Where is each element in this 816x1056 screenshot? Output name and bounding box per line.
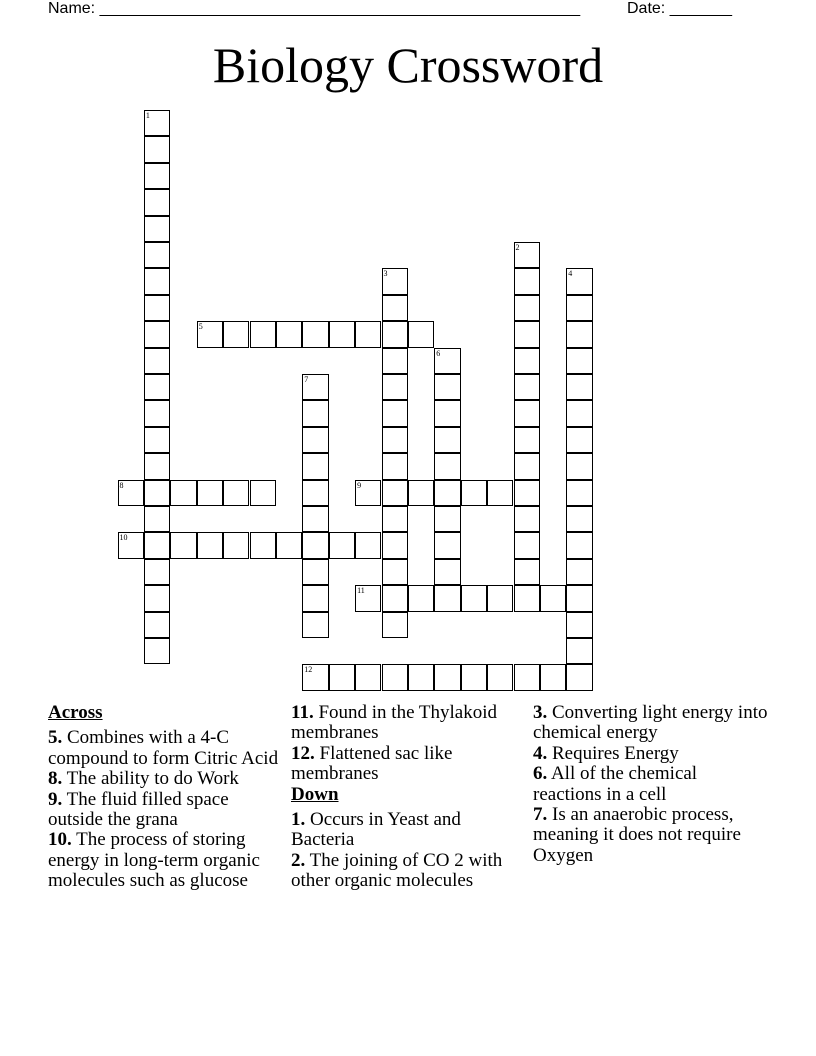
- crossword-cell[interactable]: [566, 400, 592, 426]
- crossword-cell[interactable]: [276, 532, 302, 558]
- crossword-cell[interactable]: [144, 400, 170, 426]
- crossword-cell[interactable]: [197, 321, 223, 347]
- page-title: Biology Crossword: [212, 37, 604, 93]
- crossword-cell[interactable]: [144, 163, 170, 189]
- clue-number-label: 7: [304, 375, 309, 384]
- crossword-cell[interactable]: [223, 321, 249, 347]
- crossword-cell[interactable]: [144, 268, 170, 294]
- crossword-cell[interactable]: [514, 268, 540, 294]
- crossword-cell[interactable]: [434, 585, 460, 611]
- crossword-cell[interactable]: [434, 480, 460, 506]
- clue-number: 9.: [48, 788, 63, 810]
- crossword-cell[interactable]: [487, 585, 513, 611]
- crossword-cell[interactable]: [302, 612, 328, 638]
- clue-number: 6.: [533, 763, 548, 785]
- crossword-cell[interactable]: [566, 374, 592, 400]
- clue-number: 11.: [291, 702, 314, 723]
- clue-text: Combines with a 4-C compound to form Citric Acid: [48, 727, 279, 769]
- crossword-cell[interactable]: [223, 480, 249, 506]
- clue-text: The fluid filled space outside the grana: [48, 788, 229, 831]
- clue-section-heading: Across: [48, 702, 103, 723]
- crossword-cell[interactable]: [170, 480, 196, 506]
- crossword-cell[interactable]: [382, 559, 408, 585]
- crossword-cell[interactable]: [566, 321, 592, 347]
- crossword-cell[interactable]: [144, 612, 170, 638]
- crossword-cell[interactable]: [566, 664, 592, 690]
- clue-number-label: 4: [568, 269, 573, 279]
- crossword-cell[interactable]: [382, 427, 408, 453]
- crossword-cell[interactable]: [355, 585, 381, 611]
- crossword-cell[interactable]: [144, 321, 170, 347]
- crossword-cell[interactable]: [250, 532, 276, 558]
- crossword-cell[interactable]: [514, 400, 540, 426]
- crossword-cell[interactable]: [144, 585, 170, 611]
- clue-number: 7.: [533, 804, 548, 826]
- crossword-cell[interactable]: [144, 136, 170, 162]
- clue-text: Requires Energy: [552, 742, 679, 764]
- crossword-cell[interactable]: [144, 242, 170, 268]
- clues-column-3: [533, 703, 768, 866]
- crossword-cell[interactable]: [197, 480, 223, 506]
- crossword-cell[interactable]: [118, 480, 144, 506]
- crossword-cell[interactable]: [434, 664, 460, 690]
- clue-text: All of the chemical reactions in a cell: [533, 763, 698, 805]
- clue-item: [291, 703, 526, 744]
- crossword-cell[interactable]: [514, 295, 540, 321]
- clue-item: [533, 703, 768, 744]
- crossword-cell[interactable]: [302, 427, 328, 453]
- crossword-cell[interactable]: [434, 559, 460, 585]
- clue-number: 5.: [48, 727, 63, 749]
- clue-number: 2.: [291, 849, 306, 871]
- clue-item: [48, 769, 283, 789]
- crossword-cell[interactable]: [514, 559, 540, 585]
- clue-section-heading: Down: [291, 783, 339, 805]
- crossword-cell[interactable]: [514, 664, 540, 690]
- crossword-cell[interactable]: [408, 585, 434, 611]
- crossword-cell[interactable]: [144, 638, 170, 664]
- crossword-cell[interactable]: [514, 427, 540, 453]
- crossword-cell[interactable]: [487, 664, 513, 690]
- clue-item: [533, 744, 768, 764]
- clue-item: [291, 851, 526, 892]
- crossword-cell[interactable]: [144, 532, 170, 558]
- crossword-cell[interactable]: [461, 480, 487, 506]
- crossword-cell[interactable]: [566, 480, 592, 506]
- crossword-cell[interactable]: [144, 480, 170, 506]
- crossword-cell[interactable]: [144, 453, 170, 479]
- clue-number-label: 5: [198, 322, 203, 332]
- crossword-cell[interactable]: [566, 268, 592, 294]
- clue-item: [533, 805, 768, 866]
- crossword-cell[interactable]: [434, 427, 460, 453]
- date-field-label: Date: _______: [627, 0, 732, 17]
- crossword-cell[interactable]: [434, 374, 460, 400]
- clue-number-label: 3: [383, 269, 388, 279]
- crossword-cell[interactable]: [276, 321, 302, 347]
- crossword-cell[interactable]: [250, 480, 276, 506]
- crossword-cell[interactable]: [514, 453, 540, 479]
- crossword-cell[interactable]: [355, 532, 381, 558]
- crossword-cell[interactable]: [566, 453, 592, 479]
- crossword-cell[interactable]: [250, 321, 276, 347]
- crossword-cell[interactable]: [302, 559, 328, 585]
- clue-text: Converting light energy into chemical energy: [533, 702, 768, 744]
- crossword-cell[interactable]: [434, 532, 460, 558]
- crossword-cell[interactable]: [382, 612, 408, 638]
- crossword-cell[interactable]: [566, 612, 592, 638]
- crossword-cell[interactable]: [144, 295, 170, 321]
- name-field-label: Name: ______________________________________________________: [48, 0, 581, 17]
- clue-number-label: 9: [357, 480, 362, 490]
- crossword-cell[interactable]: [144, 189, 170, 215]
- crossword-cell[interactable]: [408, 480, 434, 506]
- clue-item: [48, 830, 283, 891]
- crossword-cell[interactable]: [302, 532, 328, 558]
- crossword-cell[interactable]: [170, 532, 196, 558]
- crossword-cell[interactable]: [302, 453, 328, 479]
- clue-number: 3.: [533, 702, 548, 723]
- crossword-cell[interactable]: [118, 532, 144, 558]
- clue-item: [48, 728, 283, 769]
- crossword-cell[interactable]: [408, 321, 434, 347]
- crossword-cell[interactable]: [382, 453, 408, 479]
- clue-text: Is an anaerobic process, meaning it does not require Oxygen: [533, 804, 741, 866]
- crossword-cell[interactable]: [144, 506, 170, 532]
- crossword-cell[interactable]: [382, 268, 408, 294]
- crossword-cell[interactable]: [302, 374, 328, 400]
- clue-number-label: 1: [145, 111, 150, 120]
- crossword-cell[interactable]: [382, 480, 408, 506]
- clue-number-label: 10: [119, 533, 128, 543]
- crossword-cell[interactable]: [514, 532, 540, 558]
- clue-text: Flattened sac like membranes: [291, 742, 453, 785]
- clue-text: The ability to do Work: [66, 768, 239, 790]
- crossword-cell[interactable]: [540, 585, 566, 611]
- clue-number-label: 6: [436, 348, 441, 358]
- crossword-cell[interactable]: [461, 664, 487, 690]
- crossword-cell[interactable]: [355, 664, 381, 690]
- crossword-cell[interactable]: [514, 242, 540, 268]
- clues-column-2: [291, 703, 526, 892]
- crossword-cell[interactable]: [144, 374, 170, 400]
- crossword-cell[interactable]: [566, 348, 592, 374]
- crossword-cell[interactable]: [329, 532, 355, 558]
- crossword-cell[interactable]: [382, 295, 408, 321]
- clue-number: 12.: [291, 742, 315, 764]
- crossword-cell[interactable]: [329, 664, 355, 690]
- crossword-cell[interactable]: [329, 321, 355, 347]
- crossword-cell[interactable]: [302, 664, 328, 690]
- clue-number: 4.: [533, 742, 548, 764]
- crossword-cell[interactable]: [144, 348, 170, 374]
- crossword-cell[interactable]: [434, 453, 460, 479]
- clues-column-1: [48, 703, 283, 892]
- clue-number-label: 11: [357, 586, 365, 596]
- crossword-cell[interactable]: [302, 400, 328, 426]
- crossword-cell[interactable]: [355, 321, 381, 347]
- clue-number-label: 12: [304, 665, 313, 675]
- crossword-cell[interactable]: [144, 110, 170, 136]
- crossword-cell[interactable]: [434, 506, 460, 532]
- crossword-cell[interactable]: [408, 664, 434, 690]
- crossword-cell[interactable]: [382, 374, 408, 400]
- crossword-cell[interactable]: [434, 400, 460, 426]
- crossword-cell[interactable]: [487, 480, 513, 506]
- crossword-cell[interactable]: [514, 585, 540, 611]
- crossword-cell[interactable]: [566, 427, 592, 453]
- crossword-cell[interactable]: [144, 559, 170, 585]
- crossword-cell[interactable]: [540, 664, 566, 690]
- crossword-cell[interactable]: [302, 321, 328, 347]
- clue-number: 1.: [291, 809, 306, 831]
- clue-number-label: 8: [119, 480, 124, 490]
- crossword-cell[interactable]: [566, 506, 592, 532]
- crossword-cell[interactable]: [566, 638, 592, 664]
- crossword-cell[interactable]: [144, 216, 170, 242]
- crossword-cell[interactable]: [461, 585, 487, 611]
- clue-item: [48, 790, 283, 831]
- crossword-cell[interactable]: [382, 400, 408, 426]
- crossword-cell[interactable]: [382, 532, 408, 558]
- crossword-cell[interactable]: [514, 506, 540, 532]
- clue-text: The joining of CO 2 with other organic molecules: [291, 849, 503, 892]
- crossword-cell[interactable]: [566, 585, 592, 611]
- crossword-cell[interactable]: [514, 321, 540, 347]
- crossword-cell[interactable]: [566, 295, 592, 321]
- crossword-cell[interactable]: [382, 585, 408, 611]
- crossword-cell[interactable]: [302, 585, 328, 611]
- clue-text: Occurs in Yeast and Bacteria: [291, 809, 461, 851]
- crossword-cell[interactable]: [382, 664, 408, 690]
- crossword-cell[interactable]: [144, 427, 170, 453]
- crossword-cell[interactable]: [514, 348, 540, 374]
- crossword-cell[interactable]: [514, 374, 540, 400]
- crossword-cell[interactable]: [197, 532, 223, 558]
- crossword-cell[interactable]: [566, 532, 592, 558]
- crossword-cell[interactable]: [302, 506, 328, 532]
- clue-text: Found in the Thylakoid membranes: [291, 702, 498, 744]
- crossword-cell[interactable]: [223, 532, 249, 558]
- crossword-cell[interactable]: [382, 321, 408, 347]
- crossword-cell[interactable]: [514, 480, 540, 506]
- crossword-cell[interactable]: [355, 480, 381, 506]
- clue-item: [291, 810, 526, 851]
- clue-item: [291, 744, 526, 785]
- clue-item: [533, 764, 768, 805]
- crossword-cell[interactable]: [382, 506, 408, 532]
- clue-number-label: 2: [515, 243, 520, 252]
- crossword-cell[interactable]: [302, 480, 328, 506]
- clue-text: The process of storing energy in long-term organic molecules such as glucose: [48, 829, 260, 892]
- crossword-cell[interactable]: [382, 348, 408, 374]
- clue-number: 8.: [48, 768, 63, 790]
- crossword-cell[interactable]: [434, 348, 460, 374]
- crossword-cell[interactable]: [566, 559, 592, 585]
- clue-number: 10.: [48, 829, 72, 851]
